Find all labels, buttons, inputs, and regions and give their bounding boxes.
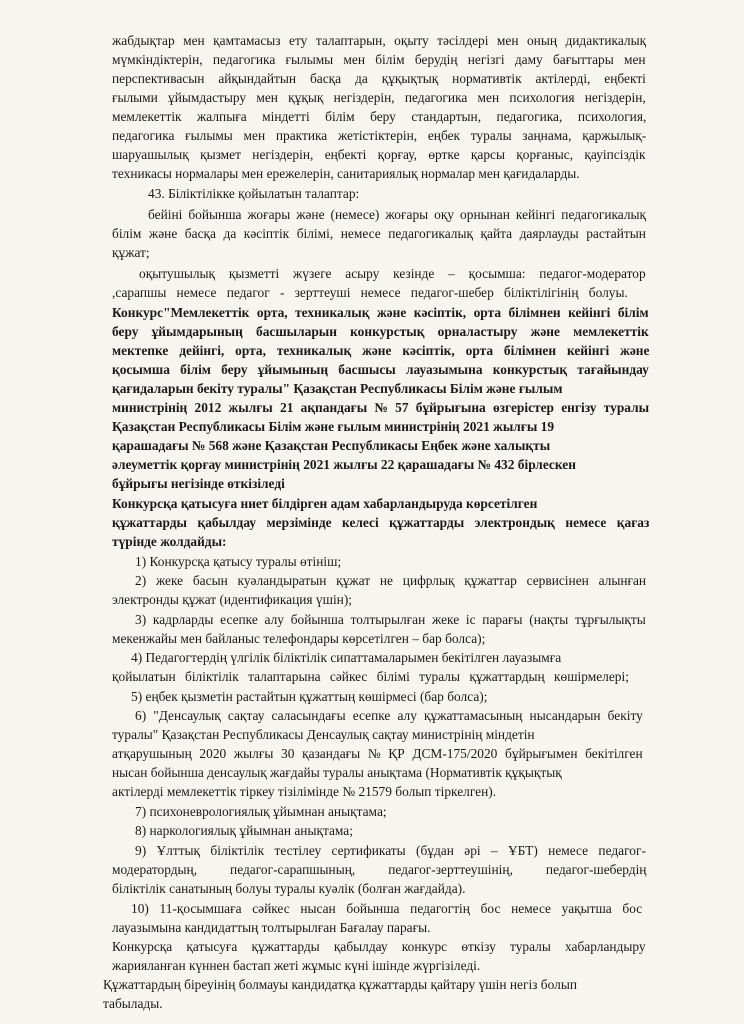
document-line: қарашадағы № 568 және Қазақстан Республикасы Еңбек және халықты xyxy=(112,438,551,453)
document-line: 9) Ұлттық біліктілік тестілеу сертификаты (бұдан әрі – ҰБТ) немесе педагог- xyxy=(135,843,646,858)
document-line: актілерді мемлекеттік тіркеу тізілімінде № 21579 болып тіркелген). xyxy=(112,784,497,799)
document-line: 4) Педагогтердің үлгілік біліктілік сипаттамаларымен бекітілген лауазымға xyxy=(131,650,562,665)
document-line: ғылыми ұйымдастыру мен құқық негіздерін, педагогика мен психология негіздерін, xyxy=(112,90,646,105)
document-line: электронды құжат (идентификация үшін); xyxy=(112,592,353,607)
document-line: лауазымына кандидаттың толтырылған Бағалау парағы. xyxy=(112,920,431,935)
document-line: оқытушылық қызметті жүзеге асыру кезінде – қосымша: педагог-модератор xyxy=(139,266,646,281)
document-line: қағидаларын бекіту туралы" Қазақстан Республикасы Білім және ғылым xyxy=(112,381,563,396)
document-line: әлеуметтік қорғау министрінің 2021 жылғы 22 қарашадағы № 432 бірлескен xyxy=(112,457,576,472)
document-line: 2) жеке басын куәландыратын құжат не цифрлық құжаттар сервисінен алынған xyxy=(135,573,647,588)
document-line: министрінің 2012 жылғы 21 ақпандағы № 57 бұйрығына өзгерістер енгізу туралы xyxy=(112,400,650,415)
document-line: 3) кадрларды есепке алу бойынша толтырылған жеке іс парағы (нақты тұрғылықты xyxy=(135,612,646,627)
document-line: туралы" Қазақстан Республикасы Денсаулық сақтау министрінің міндетін xyxy=(112,727,535,742)
document-line: мүмкіндіктерін, педагогика ғылымы мен білім берудің негізгі даму бағыттары мен xyxy=(112,52,646,67)
document-line: табылады. xyxy=(103,996,163,1011)
document-line: 10) 11-қосымшаға сәйкес нысан бойынша педагогтің бос немесе уақытша бос xyxy=(131,901,643,916)
document-line: Қазақстан Республикасы Білім және ғылым министрінің 2021 жылғы 19 xyxy=(112,419,555,434)
document-line: Конкурсқа қатысуға құжаттарды қабылдау конкурс өткізу туралы хабарландыру xyxy=(112,939,646,954)
document-line: мемлекеттік жалпыға міндетті білім беру стандартын, педагогика, психология, xyxy=(112,109,647,124)
document-line: 7) психоневрологиялық ұйымнан анықтама; xyxy=(135,804,387,819)
document-line: қойылатын біліктілік талаптарына сәйкес білімі туралы құжаттардың көшірмелері; xyxy=(112,669,629,684)
document-line: жабдықтар мен қамтамасыз ету талаптарын, оқыту тәсілдері мен оның дидактикалық xyxy=(112,33,647,48)
document-line: Конкурс"Мемлекеттік орта, техникалық және кәсіптік, орта білімнен кейінгі білім xyxy=(112,305,649,320)
document-line: біліктілік санатының болуы туралы куәлік (болған жағдайда). xyxy=(112,881,466,896)
document-line: ,сарапшы немесе педагог - зерттеуші немесе педагог-шебер біліктілігінің болуы. xyxy=(112,285,628,300)
document-line: құжат; xyxy=(112,245,150,260)
document-line: 5) еңбек қызметін растайтын құжаттың көшірмесі (бар болса); xyxy=(131,689,488,704)
document-line: 43. Біліктілікке қойылатын талаптар: xyxy=(148,186,360,201)
document-line: шаруашылық қызмет негіздерін, еңбекті қорғау, өртке қарсы қорғаныс, қауіпсіздік xyxy=(112,147,646,162)
document-line: құжаттарды қабылдау мерзімінде келесі құжаттарды электрондық немесе қағаз xyxy=(112,515,650,530)
document-line: педагогика ғылымы мен практика жетістіктерін, еңбек туралы заңнама, қаржылық- xyxy=(112,128,647,143)
document-line: жарияланған күннен бастап жеті жұмыс күні ішінде жүргізіледі. xyxy=(112,958,481,973)
document-line: қосымша білім беру ұйымының басшысы лауазымына конкурстық тағайындау xyxy=(112,362,649,377)
document-line: нысан бойынша денсаулық жағдайы туралы анықтама (Нормативтік құқықтық xyxy=(112,765,562,780)
document-line: техникасы нормалары мен ережелерін, санитариялық нормалар мен қағидаларды. xyxy=(112,166,580,181)
document-line: мектепке дейінгі, орта, техникалық және кәсіптік, орта білімнен кейінгі және xyxy=(112,343,650,358)
document-line: перспективасын айқындайтын басқа да құқықтық нормативтік актілерді, еңбекті xyxy=(112,71,646,86)
document-line: Құжаттардың біреуінің болмауы кандидатқа құжаттарды қайтару үшін негіз болып xyxy=(103,977,577,992)
document-line: бұйрығы негізінде өткізіледі xyxy=(112,476,285,491)
document-line: атқарушының 2020 жылғы 30 қазандағы № ҚР ДСМ-175/2020 бұйрығымен бекітілген xyxy=(112,746,643,761)
document-line: білім және басқа да кәсіптік білімі, немесе педагогикалық қайта даярлауды растайтын xyxy=(112,226,646,241)
document-line: 8) наркологиялық ұйымнан анықтама; xyxy=(135,823,353,838)
document-line: Конкурсқа қатысуға ниет білдірген адам хабарландыруда көрсетілген xyxy=(112,496,538,511)
document-line: түрінде жолдайды: xyxy=(112,534,227,549)
document-line: беру ұйымдарының басшыларын конкурстық орналастыру және мемлекеттік xyxy=(112,324,649,339)
document-line: мекенжайы мен байланыс телефондары көрсетілген – бар болса); xyxy=(112,631,486,646)
document-line: бейіні бойынша жоғары және (немесе) жоғары оқу орнынан кейінгі педагогикалық xyxy=(148,207,647,222)
document-line: модератордың, педагог-сарапшының, педагог-зерттеушінің, педагог-шебердің xyxy=(112,862,647,877)
document-line: 6) "Денсаулық сақтау саласындағы есепке алу құжаттамасының нысандарын бекіту xyxy=(135,708,643,723)
document-line: 1) Конкурсқа қатысу туралы өтініш; xyxy=(135,554,342,569)
